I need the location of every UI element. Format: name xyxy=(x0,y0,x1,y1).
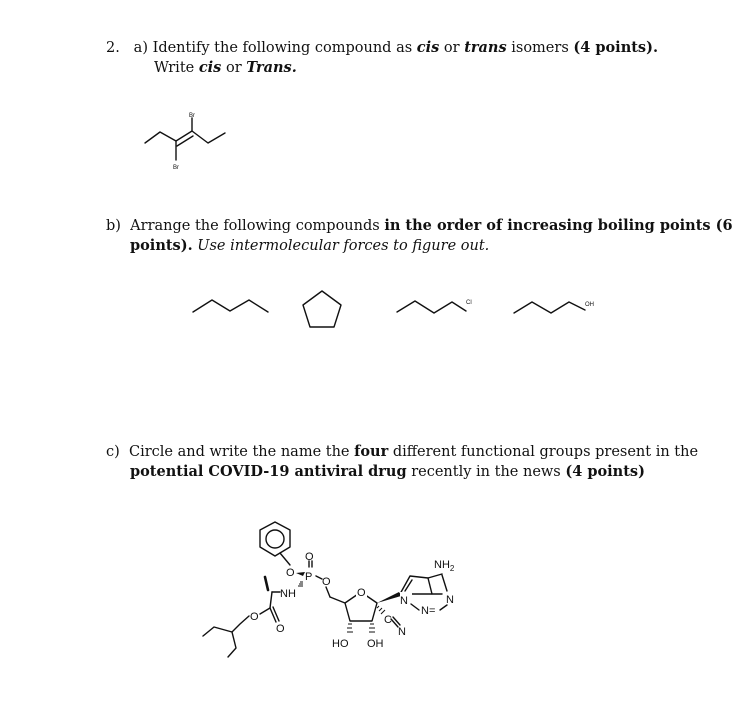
part-c-text1: Circle and write the name the xyxy=(129,444,350,460)
part-a-points: (4 points). xyxy=(573,39,659,56)
p-n-hash-bond xyxy=(298,582,303,586)
nitrile-hash-bond xyxy=(377,606,385,614)
triazine-bond-3 xyxy=(411,604,419,610)
triazine-bond-1 xyxy=(442,575,447,591)
trans-term-2: Trans. xyxy=(246,59,297,76)
part-b-label: b) xyxy=(106,218,121,234)
c-o-double-bond xyxy=(270,608,276,622)
hydroxyl-2: HO xyxy=(332,638,349,650)
hydroxyl-hash-bonds xyxy=(347,624,375,632)
ethylbutyl-chain xyxy=(203,616,249,636)
pyrrole-double-bond xyxy=(405,580,412,591)
c-nh2-bond xyxy=(428,574,442,578)
or-word-2: or xyxy=(225,60,242,76)
triazine-nitrogen: N xyxy=(446,594,454,606)
triazine-bond-2 xyxy=(440,605,447,610)
methyl-wedge xyxy=(265,577,268,590)
chlorine-label: Cl xyxy=(466,300,472,306)
write-word: Write xyxy=(154,60,195,76)
part-c-label: c) xyxy=(106,444,120,460)
trans-term: trans xyxy=(464,39,507,56)
or-word: or xyxy=(443,40,460,56)
isomers-word: isomers xyxy=(511,40,569,56)
four-word: four xyxy=(354,443,389,460)
phenoxy-oxygen: O xyxy=(286,567,295,579)
bridgehead-nitrogen: N xyxy=(400,595,408,607)
alpha-carbonyl-bond xyxy=(270,592,272,608)
phenyl-ring xyxy=(260,522,290,565)
hydroxyl-3: OH xyxy=(367,638,384,650)
carbonyl-ester-bond xyxy=(260,608,270,614)
drug-description: potential COVID-19 antiviral drug xyxy=(130,463,407,480)
nitrile-triple-bond-2 xyxy=(393,617,400,625)
phosphoryl-oxygen: O xyxy=(305,551,314,563)
part-c-points: (4 points) xyxy=(565,463,645,480)
bromine-top-label: Br xyxy=(189,113,195,119)
phosphate-link-oxygen: O xyxy=(322,576,331,588)
part-a-text: Identify the following compound as xyxy=(152,40,413,56)
ring-oxygen: O xyxy=(357,587,366,599)
part-c-text3: recently in the news xyxy=(411,464,561,480)
phosphorus-atom: P xyxy=(305,571,313,583)
amino-group: $NH_2$ xyxy=(434,559,455,573)
nitrile-carbon: C xyxy=(384,614,392,626)
nitrile-nitrogen: N xyxy=(398,626,406,638)
glycosidic-wedge xyxy=(377,592,401,603)
ethyl-branch xyxy=(228,632,236,657)
part-b-hint: Use intermolecular forces to figure out. xyxy=(197,238,490,254)
amine-nh: NH xyxy=(280,588,296,600)
part-c-text2: different functional groups present in the xyxy=(392,444,699,460)
ester-oxygen: O xyxy=(250,611,259,623)
triazine-nitrogen-2: N= xyxy=(421,605,436,617)
part-b-bold-instruction: in the order of increasing boiling points (6 xyxy=(384,217,733,234)
cis-term-2: cis xyxy=(198,59,222,76)
part-a-label: a) xyxy=(133,40,148,56)
part-b-points: points). xyxy=(130,237,193,254)
ch2-ring-bond xyxy=(330,597,345,603)
cis-term: cis xyxy=(416,39,440,56)
p-o-wedge xyxy=(296,572,305,576)
nitrile-triple-bond xyxy=(391,619,398,627)
question-number: 2. xyxy=(106,40,120,56)
hydroxyl-label: OH xyxy=(585,302,594,308)
o-ch2-bond xyxy=(326,587,330,597)
part-b-text: Arrange the following compounds xyxy=(130,218,380,234)
carbonyl-oxygen: O xyxy=(276,623,285,635)
c-o-double-bond-2 xyxy=(273,607,279,621)
bromine-bottom-label: Br xyxy=(173,165,179,171)
